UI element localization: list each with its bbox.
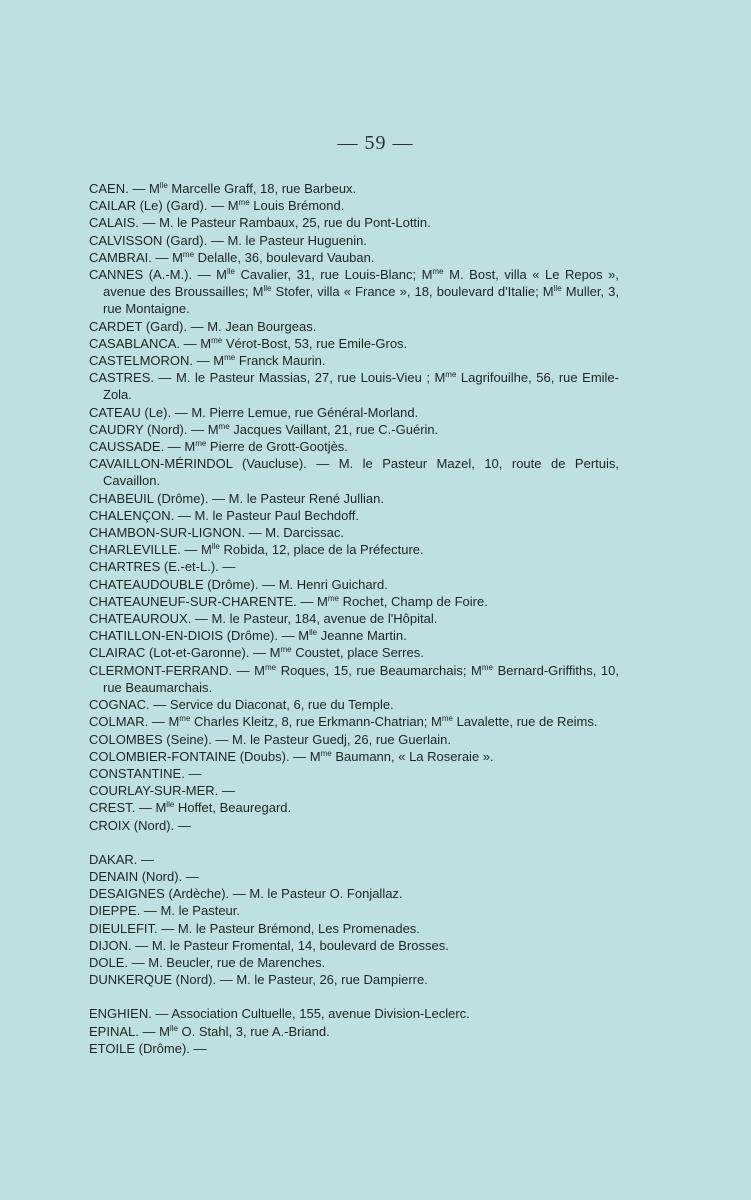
page-number: — 59 — — [337, 132, 414, 154]
directory-entry: DIEPPE. — M. le Pasteur. — [89, 903, 240, 919]
directory-entry: CAMBRAI. — $M^{me}$ Delalle, 36, boulevard Vauban. — [89, 249, 375, 265]
directory-entry: ENGHIEN. — Association Cultuelle, 155, avenue Division-Leclerc. — [89, 1006, 470, 1022]
directory-entry: EPINAL. — $M^{lle}$ O. Stahl, 3, rue A.-Briand. — [89, 1023, 330, 1039]
directory-entry: CREST. — $M^{lle}$ Hoffet, Beauregard. — [89, 800, 292, 816]
directory-entry: ETOILE (Drôme). — — [89, 1040, 207, 1056]
directory-entry: CASTRES. — M. le Pasteur Massias, 27, rue Louis-Vieu ; $M^{me}$ Lagrifouilhe, 56, rue Emile-Zola. — [89, 370, 619, 403]
directory-entry: CASTELMORON. — $M^{me}$ Franck Maurin. — [89, 353, 326, 369]
directory-entry: DIJON. — M. le Pasteur Fromental, 14, boulevard de Brosses. — [89, 937, 449, 953]
directory-entry: DENAIN (Nord). — — [89, 868, 199, 884]
directory-entry: CHALENÇON. — M. le Pasteur Paul Bechdoff. — [89, 507, 359, 523]
directory-entry: CLERMONT-FERRAND. — $M^{me}$ Roques, 15, rue Beaumarchais; $M^{me}$ Bernard-Griffiths, 10, rue Beaumarchais. — [89, 662, 619, 695]
directory-entry: COGNAC. — Service du Diaconat, 6, rue du Temple. — [89, 697, 394, 713]
directory-entry: CHATEAUNEUF-SUR-CHARENTE. — $M^{me}$ Rochet, Champ de Foire. — [89, 593, 488, 609]
directory-entry: COURLAY-SUR-MER. — — [89, 783, 235, 799]
directory-entry: CAILAR (Le) (Gard). — $M^{me}$ Louis Brémond. — [89, 198, 345, 214]
directory-entry: COLOMBES (Seine). — M. le Pasteur Guedj, 26, rue Guerlain. — [89, 731, 451, 747]
directory-entry: CHATILLON-EN-DIOIS (Drôme). — $M^{lle}$ Jeanne Martin. — [89, 628, 407, 644]
directory-entry: DUNKERQUE (Nord). — M. le Pasteur, 26, rue Dampierre. — [89, 972, 428, 988]
directory-entry: CHARLEVILLE. — $M^{lle}$ Robida, 12, place de la Préfecture. — [89, 542, 424, 558]
directory-entry: DIEULEFIT. — M. le Pasteur Brémond, Les Promenades. — [89, 920, 420, 936]
directory-entry: CHARTRES (E.-et-L.). — — [89, 559, 236, 575]
directory-entry: CAVAILLON-MÉRINDOL (Vaucluse). — M. le Pasteur Mazel, 10, route de Pertuis, Cavaillon. — [89, 456, 619, 489]
directory-entry: CARDET (Gard). — M. Jean Bourgeas. — [89, 318, 317, 334]
directory-entry: CHABEUIL (Drôme). — M. le Pasteur René Jullian. — [89, 490, 385, 506]
directory-entry: CHAMBON-SUR-LIGNON. — M. Darcissac. — [89, 525, 344, 541]
directory-entry: CATEAU (Le). — M. Pierre Lemue, rue Général-Morland. — [89, 404, 419, 420]
directory-entry: CONSTANTINE. — — [89, 765, 202, 781]
directory-entry: DESAIGNES (Ardèche). — M. le Pasteur O. Fonjallaz. — [89, 886, 403, 902]
directory-entry: DAKAR. — — [89, 851, 155, 867]
directory-entry: CASABLANCA. — $M^{me}$ Vérot-Bost, 53, rue Emile-Gros. — [89, 335, 408, 351]
directory-entry: CHATEAUROUX. — M. le Pasteur, 184, avenue de l'Hôpital. — [89, 611, 438, 627]
directory-entry: CROIX (Nord). — — [89, 817, 191, 833]
directory-entry: CAUDRY (Nord). — $M^{me}$ Jacques Vaillant, 21, rue C.-Guérin. — [89, 421, 439, 437]
directory-entry: CAEN. — $M^{lle}$ Marcelle Graff, 18, rue Barbeux. — [89, 181, 357, 196]
directory-entry: CAUSSADE. — $M^{me}$ Pierre de Grott-Gootjès. — [89, 439, 348, 455]
directory-entry: DOLE. — M. Beucler, rue de Marenches. — [89, 954, 326, 970]
directory-entry: COLOMBIER-FONTAINE (Doubs). — $M^{me}$ Baumann, « La Roseraie ». — [89, 748, 494, 764]
directory-entry: CANNES (A.-M.). — $M^{lle}$ Cavalier, 31, rue Louis-Blanc; $M^{me}$ M. Bost, villa « Le Repos », avenue des Broussailles; $M^{lle}$ Stofer, villa « France », 18, boulevard d'Italie; $M^{lle}$ Muller, 3, rue Montaigne. — [89, 267, 620, 317]
directory-entry: COLMAR. — $M^{me}$ Charles Kleitz, 8, rue Erkmann-Chatrian; $M^{me}$ Lavalette, rue de Reims. — [89, 714, 598, 730]
directory-entry: CALAIS. — M. le Pasteur Rambaux, 25, rue du Pont-Lottin. — [89, 215, 431, 231]
directory-list — [89, 180, 619, 1057]
directory-entry: CHATEAUDOUBLE (Drôme). — M. Henri Guichard. — [89, 576, 388, 592]
directory-entry: CALVISSON (Gard). — M. le Pasteur Huguenin. — [89, 232, 367, 248]
directory-entry: CLAIRAC (Lot-et-Garonne). — $M^{me}$ Coustet, place Serres. — [89, 645, 424, 661]
